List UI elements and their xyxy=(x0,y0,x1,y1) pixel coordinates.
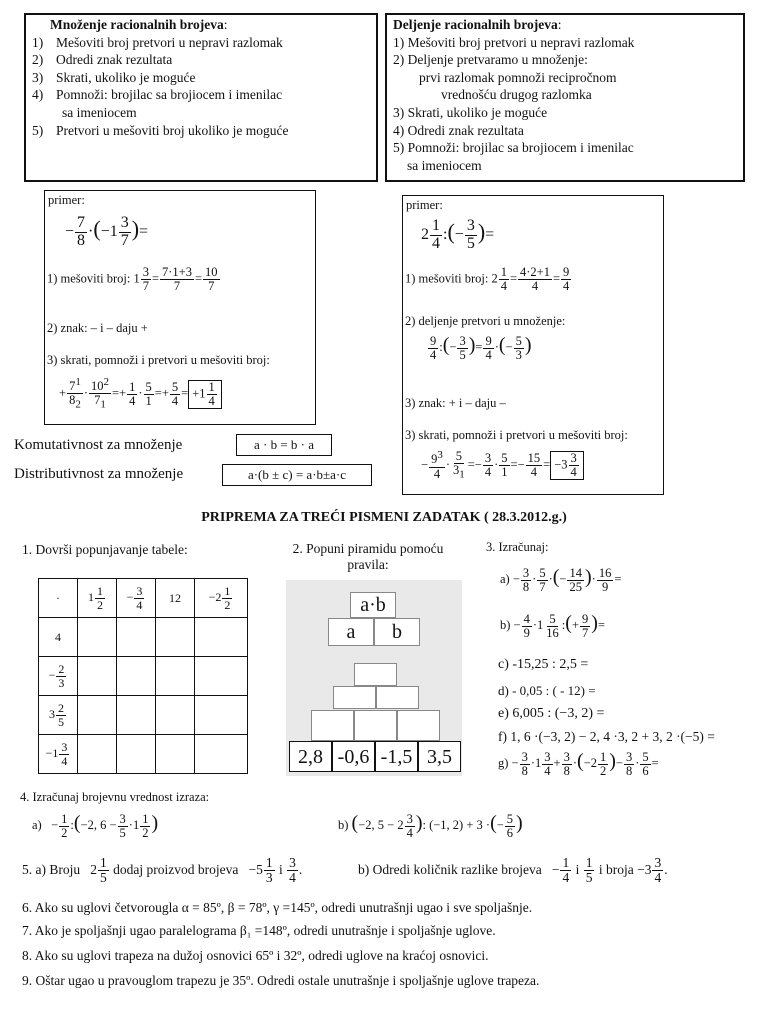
task9: 9. Oštar ugao u pravouglom trapezu je 35º. Odredi ostale unutrašnje i spoljašnje uglove trapeza. xyxy=(22,973,540,988)
empty-cell[interactable] xyxy=(78,696,117,735)
task3-d: d) - 0,05 : ( - 12) = xyxy=(498,683,596,698)
item-label: a) xyxy=(32,818,42,832)
page-heading: PRIPREMA ZA TREĆI PISMENI ZADATAK ( 28.3.2012.g.) xyxy=(201,510,567,525)
empty-cell[interactable] xyxy=(78,735,117,774)
pyramid-empty-cell[interactable] xyxy=(354,663,397,686)
empty-cell[interactable] xyxy=(195,696,248,735)
step-text: Mešoviti broj pretvori u nepravi razlomak xyxy=(56,34,283,50)
division-rules-box xyxy=(385,13,745,182)
empty-cell[interactable] xyxy=(156,618,195,657)
empty-cell[interactable] xyxy=(117,696,156,735)
task2-title-line: pravila: xyxy=(347,557,389,572)
multiplication-step xyxy=(32,104,370,122)
step1-label: 1) mešoviti broj: xyxy=(405,271,492,286)
step-text: sa imeniocem xyxy=(62,104,137,120)
empty-cell[interactable] xyxy=(156,696,195,735)
task4-a: a) − $\frac{1}{2}$ :(−2, 6 − $\frac{3}{5}$ ·1 $\frac{1}{2}$ ) xyxy=(32,811,159,840)
row-header: 3 $\frac{2}{5}$ xyxy=(39,696,78,735)
task7: 7. Ako je spoljašnji ugao paralelograma β₁ =148º, odredi unutrašnje i spoljašnje uglove. xyxy=(22,923,496,938)
commutative-formula: a · b = b · a xyxy=(236,434,332,456)
task3-e: e) 6,005 : (−3, 2) = xyxy=(498,706,605,721)
example-expression: − $\frac{7}{8}$ ·(−1 $\frac{3}{7}$ )= xyxy=(65,214,149,249)
task5-a-text: 5. a) Broju xyxy=(22,861,81,877)
rule-cell-a: a xyxy=(328,618,374,646)
multiplication-rules-box xyxy=(24,13,378,182)
division-step: 2) Deljenje pretvaramo u množenje: xyxy=(393,52,588,68)
task5-b-text: b) Odredi količnik razlike brojeva xyxy=(358,861,542,877)
table-row xyxy=(39,618,248,657)
division-step: 5) Pomnoži: brojilac sa brojiocem i imenilac xyxy=(393,140,634,156)
task4-title: 4. Izračunaj brojevnu vrednost izraza: xyxy=(20,790,210,804)
multiplication-example-box xyxy=(44,190,316,425)
example-step2: 2) znak: – i – daju + xyxy=(47,321,148,335)
pyramid-base-cell: 3,5 xyxy=(418,741,461,772)
multiplication-title: Množenje racionalnih brojeva xyxy=(50,17,224,32)
pyramid-base-cell: -1,5 xyxy=(375,741,418,772)
pyramid-empty-cell[interactable] xyxy=(311,710,354,741)
task2-title-line: 2. Popuni piramidu pomoću xyxy=(292,541,444,556)
task5-a: 5. a) Broju 2 $\frac{1}{5}$ dodaj proizvod brojeva −5 $\frac{1}{3}$ i $\frac{3}{4}$ . xyxy=(22,855,303,886)
example-step1: 1) mešoviti broj: 1 $\frac{3}{7}$ = $\frac{7\cdot 1+3}{7}$ = $\frac{10}{7}$ xyxy=(47,265,218,294)
step-number: 3) xyxy=(32,69,44,85)
title-colon: : xyxy=(223,17,228,32)
table-row xyxy=(39,735,248,774)
empty-cell[interactable] xyxy=(78,618,117,657)
task5-a-text: i xyxy=(278,861,283,877)
task3-title: 3. Izračunaj: xyxy=(486,540,549,554)
task5-b: b) Odredi količnik razlike brojeva − $\frac{1}{4}$ i $\frac{1}{5}$ i broja −3 $\frac{3}{4}$ . xyxy=(358,855,668,886)
commutative-label: Komutativnost za množenje xyxy=(14,437,183,453)
column-header: 12 xyxy=(156,579,195,618)
example-step3-result: + $\frac{7^1}{8_2}$ · $\frac{10^2}{7_1}$ =+ $\frac{1}{4}$ · $\frac{5}{1}$ =+ $\frac{5}{4}$ = +1 $\frac{1}{4}$ xyxy=(59,377,222,411)
division-step: prvi razlomak pomnoži recipročnom xyxy=(419,69,617,85)
multiplication-steps xyxy=(32,34,370,140)
task2-title xyxy=(270,541,466,573)
example-step3: 3) skrati, pomnoži i pretvori u mešoviti broj: xyxy=(47,353,270,367)
column-header: 1 $\frac{1}{2}$ xyxy=(78,579,117,618)
title-colon: : xyxy=(557,17,562,32)
example-label: primer: xyxy=(406,198,443,212)
step-number: 2) xyxy=(32,52,44,68)
step-text: Odredi znak rezultata xyxy=(56,52,173,68)
distributive-formula: a·(b ± c) = a·b±a·c xyxy=(222,464,372,486)
step-number: 5) xyxy=(32,122,44,138)
column-header: − $\frac{3}{4}$ xyxy=(117,579,156,618)
pyramid-empty-cell[interactable] xyxy=(376,686,419,709)
empty-cell[interactable] xyxy=(156,657,195,696)
empty-cell[interactable] xyxy=(117,657,156,696)
empty-cell[interactable] xyxy=(195,735,248,774)
row-header: 4 xyxy=(39,618,78,657)
division-title: Deljenje racionalnih brojeva xyxy=(393,17,558,32)
multiplication-step xyxy=(32,69,370,87)
task5-a-text: dodaj proizvod brojeva xyxy=(113,861,239,877)
step-text: Pretvori u mešoviti broj ukoliko je moguće xyxy=(56,122,289,138)
multiplication-step xyxy=(32,34,370,52)
example-expression: 2 $\frac{1}{4}$ :(− $\frac{3}{5}$ )= xyxy=(421,217,495,252)
task3-f: f) 1, 6 ·(−3, 2) − 2, 4 ·3, 2 + 3, 2 ·(−5) = xyxy=(498,729,715,744)
row-header: − $\frac{2}{3}$ xyxy=(39,657,78,696)
task1-table xyxy=(38,578,248,774)
pyramid-empty-cell[interactable] xyxy=(397,710,440,741)
pyramid-base-cell: -0,6 xyxy=(332,741,375,772)
pyramid-empty-cell[interactable] xyxy=(333,686,376,709)
rule-cell-b: b xyxy=(374,618,420,646)
empty-cell[interactable] xyxy=(117,618,156,657)
table-row xyxy=(39,657,248,696)
step1-label: 1) mešoviti broj: xyxy=(47,271,134,286)
empty-cell[interactable] xyxy=(78,657,117,696)
item-label: a) xyxy=(500,572,510,586)
division-step: 1) Mešoviti broj pretvori u nepravi razlomak xyxy=(393,34,635,50)
division-step: 4) Odredi znak rezultata xyxy=(393,122,524,138)
multiplication-step xyxy=(32,51,370,69)
example-step4-result: − $\frac{9^3}{4}$ · $\frac{5}{3_1}$ =− $\frac{3}{4}$ · $\frac{5}{1}$ =− $\frac{15}{4}$ = −3 $\frac{3}{4}$ xyxy=(421,450,584,481)
example-step2: 2) deljenje pretvori u množenje: xyxy=(405,314,566,328)
distributive-label: Distributivnost za množenje xyxy=(14,466,184,482)
task5-b-text: i xyxy=(575,861,580,877)
step-number: 1) xyxy=(32,34,44,50)
empty-cell[interactable] xyxy=(117,735,156,774)
division-step: 3) Skrati, ukoliko je moguće xyxy=(393,104,548,120)
item-label: b) xyxy=(500,618,511,632)
table-row xyxy=(39,696,248,735)
step-text: Pomnoži: brojilac sa brojiocem i imenilac xyxy=(56,87,283,103)
empty-cell[interactable] xyxy=(195,657,248,696)
pyramid-empty-cell[interactable] xyxy=(354,710,397,741)
rule-top-cell: a·b xyxy=(350,592,396,618)
task3-b: b) − $\frac{4}{9}$ ·1 $\frac{5}{16}$ :(+ $\frac{9}{7}$ )= xyxy=(500,611,605,640)
division-step: vrednošću drugog razlomka xyxy=(441,87,592,103)
column-header: −2 $\frac{1}{2}$ xyxy=(195,579,248,618)
multiplication-step xyxy=(32,86,370,104)
pyramid-base-cell: 2,8 xyxy=(289,741,332,772)
example-step3: 3) znak: + i – daju – xyxy=(405,396,506,410)
example-step1: 1) mešoviti broj: 2 $\frac{1}{4}$ = $\frac{4\cdot 2+1}{4}$ = $\frac{9}{4}$ xyxy=(405,265,570,294)
empty-cell[interactable] xyxy=(195,618,248,657)
task1-title: 1. Dovrši popunjavanje tabele: xyxy=(22,542,188,557)
task6: 6. Ako su uglovi četvorougla α = 85º, β = 78º, γ =145º, odredi unutrašnji ugao i sve spoljašnje. xyxy=(22,900,533,915)
step-text: Skrati, ukoliko je moguće xyxy=(56,69,196,85)
multiplication-step xyxy=(32,122,370,140)
example-label: primer: xyxy=(48,193,85,207)
example-step2-result: $\frac{9}{4}$ :(− $\frac{3}{5}$ )= $\frac{9}{4}$ ·(− $\frac{5}{3}$ ) xyxy=(430,333,532,362)
table-row xyxy=(39,579,248,618)
task3-a: a) − $\frac{3}{8}$ · $\frac{5}{7}$ ·(− $\frac{14}{25}$ )· $\frac{16}{9}$ = xyxy=(500,565,622,594)
division-step: sa imeniocem xyxy=(407,157,482,173)
empty-cell[interactable] xyxy=(156,735,195,774)
item-label: b) xyxy=(338,818,349,832)
example-step4: 3) skrati, pomnoži i pretvori u mešoviti broj: xyxy=(405,428,628,442)
row-header: −1 $\frac{3}{4}$ xyxy=(39,735,78,774)
division-example-box xyxy=(402,195,664,495)
task4-b: b) (−2, 5 − 2 $\frac{3}{4}$ ): (−1, 2) + 3 ·(− $\frac{5}{6}$ ) xyxy=(338,811,523,840)
table-corner: · xyxy=(39,579,78,618)
task3-g: g) − $\frac{3}{8}$ ·1 $\frac{3}{4}$ + $\frac{3}{8}$ ·(−2 $\frac{1}{2}$ )− $\frac{3}{8}$ · $\frac{5}{6}$ = xyxy=(498,749,659,778)
task3-c: c) -15,25 : 2,5 = xyxy=(498,657,589,672)
step-number: 4) xyxy=(32,87,44,103)
task8: 8. Ako su uglovi trapeza na dužoj osnovici 65º i 32º, odredi uglove na kraćoj osnovici. xyxy=(22,948,489,963)
item-label: g) xyxy=(498,756,509,770)
task5-b-text: i broja xyxy=(598,861,634,877)
